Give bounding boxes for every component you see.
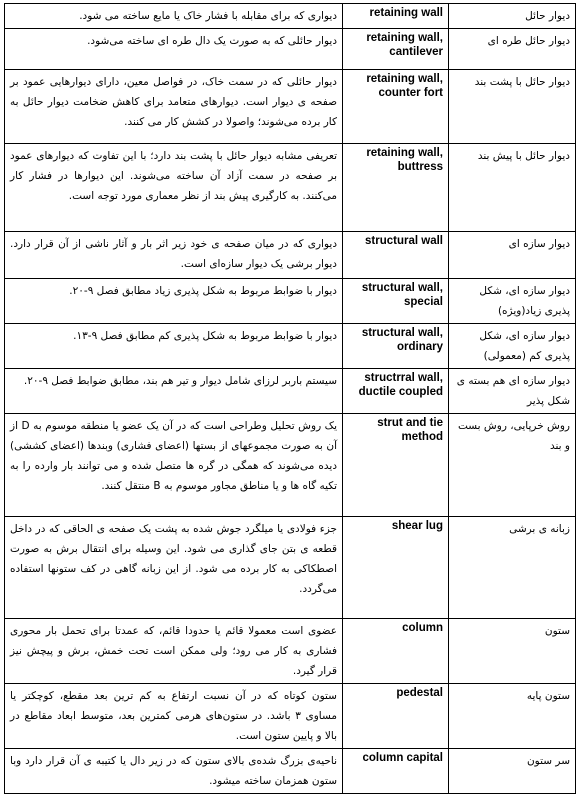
- persian-term-cell: دیوار حائل با پیش بند: [449, 144, 576, 232]
- table-row: [5, 684, 576, 749]
- table-row: [5, 232, 576, 279]
- english-term-cell: pedestal: [343, 684, 449, 749]
- persian-term-cell: دیوار حائل: [449, 4, 576, 29]
- english-term-cell: structrral wall, ductile coupled: [343, 369, 449, 414]
- glossary-body: [5, 4, 576, 794]
- glossary-table: [4, 3, 576, 794]
- table-row: [5, 619, 576, 684]
- table-row: [5, 324, 576, 369]
- definition-cell: سیستم باربر لرزای شامل دیوار و تیر هم بند، مطابق ضوابط فصل ۹-۲۰.: [5, 369, 343, 414]
- english-term-cell: structural wall, ordinary: [343, 324, 449, 369]
- persian-term-cell: دیوار سازه ای: [449, 232, 576, 279]
- persian-term-cell: زبانه ی برشی: [449, 517, 576, 619]
- table-row: [5, 749, 576, 794]
- definition-cell: دیوار حائلی که در سمت خاک، در فواصل معین، دارای دیوارهایی عمود بر صفحه ی دیوار است. دیوارهای متعامد برای کاهش ضخامت دیوار حائل به کار برده می‌شوند؛ واصولا در کشش کار می کنند.: [5, 70, 343, 144]
- persian-term-cell: ستون: [449, 619, 576, 684]
- table-row: [5, 414, 576, 517]
- english-term-cell: column: [343, 619, 449, 684]
- persian-term-cell: ستون پایه: [449, 684, 576, 749]
- definition-cell: دیوار حائلی که به صورت یک دال طره ای ساخته می‌شود.: [5, 29, 343, 70]
- english-term-cell: structural wall: [343, 232, 449, 279]
- table-row: [5, 517, 576, 619]
- table-row: [5, 279, 576, 324]
- definition-cell: عضوی است معمولا قائم یا حدودا قائم، که عمدتا برای تحمل بار محوری فشاری به کار می رود؛ ولی ممکن است تحت خمش، برش و پیچش نیز قرار گیرد.: [5, 619, 343, 684]
- english-term-cell: column capital: [343, 749, 449, 794]
- english-term-cell: shear lug: [343, 517, 449, 619]
- definition-cell: ستون کوتاه که در آن نسبت ارتفاع به کم ترین بعد مقطع، کوچکتر یا مساوی ۳ باشد. در ستون‌های هرمی کمترین بعد، متوسط ابعاد مقاطع در بالا و پایین ستون است.: [5, 684, 343, 749]
- table-row: [5, 144, 576, 232]
- table-row: [5, 369, 576, 414]
- english-term-cell: retaining wall, counter fort: [343, 70, 449, 144]
- definition-cell: یک روش تحلیل وطراحی است که در آن یک عضو یا منطقه موسوم به D از آن به صورت مجموعهای از بستها (اعضای فشاری) وبندها (اعضای کششی) دیده می‌شوند که همگی در گره ها متصل شده و می توانند بار وارده را به تکیه گاه ها و یا مناطق مجاور موسوم به B منتقل کنند.: [5, 414, 343, 517]
- english-term-cell: structural wall, special: [343, 279, 449, 324]
- definition-cell: تعریفی مشابه دیوار حائل با پشت بند دارد؛ با این تفاوت که دیوارهای عمود بر صفحه در سمت آزاد آن ساخته می‌شوند. این دیوارها در فشار کار می‌کنند. به کارگیری پیش بند از نظر معماری مورد توجه است.: [5, 144, 343, 232]
- english-term-cell: retaining wall, cantilever: [343, 29, 449, 70]
- persian-term-cell: روش خرپایی، روش بست و بند: [449, 414, 576, 517]
- definition-cell: دیواری که در میان صفحه ی خود زیر اثر بار و آثار ناشی از آن قرار دارد. دیوار برشی یک دیوار سازه‌ای است.: [5, 232, 343, 279]
- persian-term-cell: دیوار سازه ای، شکل پذیری کم (معمولی): [449, 324, 576, 369]
- definition-cell: دیواری که برای مقابله با فشار خاک یا مایع ساخته می شود.: [5, 4, 343, 29]
- definition-cell: ناحیه‌ی بزرگ شده‌ی بالای ستون که در زیر دال یا کتیبه ی آن قرار دارد وبا ستون همزمان ساخته میشود.: [5, 749, 343, 794]
- definition-cell: جزء فولادی یا میلگرد جوش شده به پشت یک صفحه ی الحاقی که در داخل قطعه ی بتن جای گذاری می شود. این وسیله برای انتقال برش به صورت اصطکاکی به کار برده می شود. از این زبانه گاهی در کف ستونها استفاده می‌گردد.: [5, 517, 343, 619]
- persian-term-cell: دیوار سازه ای هم بسته ی شکل پذیر: [449, 369, 576, 414]
- persian-term-cell: سر ستون: [449, 749, 576, 794]
- definition-cell: دیوار با ضوابط مربوط به شکل پذیری کم مطابق فصل ۹-۱۳.: [5, 324, 343, 369]
- persian-term-cell: دیوار حائل با پشت بند: [449, 70, 576, 144]
- english-term-cell: strut and tie method: [343, 414, 449, 517]
- english-term-cell: retaining wall: [343, 4, 449, 29]
- table-row: [5, 29, 576, 70]
- persian-term-cell: دیوار سازه ای، شکل پذیری زیاد(ویژه): [449, 279, 576, 324]
- table-row: [5, 4, 576, 29]
- definition-cell: دیوار با ضوابط مربوط به شکل پذیری زیاد مطابق فصل ۹-۲۰.: [5, 279, 343, 324]
- english-term-cell: retaining wall, buttress: [343, 144, 449, 232]
- table-row: [5, 70, 576, 144]
- persian-term-cell: دیوار حائل طره ای: [449, 29, 576, 70]
